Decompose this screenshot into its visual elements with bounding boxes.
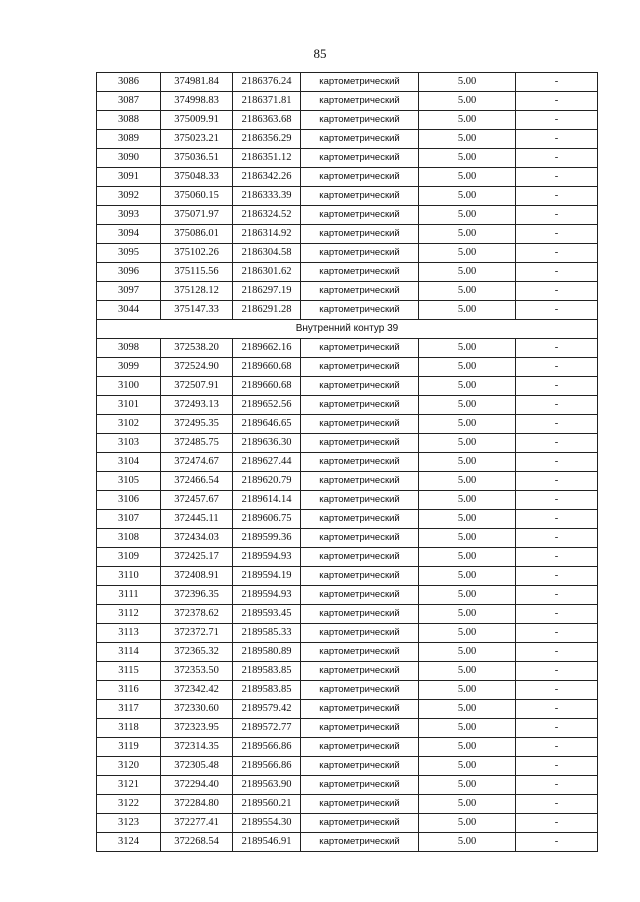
method-cell: картометрический [301, 472, 419, 491]
method-cell: картометрический [301, 662, 419, 681]
point-number-cell: 3092 [97, 187, 161, 206]
method-cell: картометрический [301, 795, 419, 814]
accuracy-cell: 5.00 [419, 73, 516, 92]
x-coordinate-cell: 372353.50 [161, 662, 233, 681]
y-coordinate-cell: 2189594.19 [233, 567, 301, 586]
accuracy-cell: 5.00 [419, 339, 516, 358]
y-coordinate-cell: 2186351.12 [233, 149, 301, 168]
x-coordinate-cell: 375036.51 [161, 149, 233, 168]
method-cell: картометрический [301, 415, 419, 434]
y-coordinate-cell: 2189554.30 [233, 814, 301, 833]
point-number-cell: 3087 [97, 92, 161, 111]
method-cell: картометрический [301, 434, 419, 453]
x-coordinate-cell: 375115.56 [161, 263, 233, 282]
x-coordinate-cell: 375009.91 [161, 111, 233, 130]
point-number-cell: 3101 [97, 396, 161, 415]
table-row [97, 225, 598, 244]
y-coordinate-cell: 2189593.45 [233, 605, 301, 624]
point-number-cell: 3123 [97, 814, 161, 833]
method-cell: картометрический [301, 548, 419, 567]
x-coordinate-cell: 372445.11 [161, 510, 233, 529]
y-coordinate-cell: 2189583.85 [233, 681, 301, 700]
accuracy-cell: 5.00 [419, 510, 516, 529]
table-row [97, 700, 598, 719]
accuracy-cell: 5.00 [419, 168, 516, 187]
table-row [97, 491, 598, 510]
accuracy-cell: 5.00 [419, 187, 516, 206]
method-cell: картометрический [301, 719, 419, 738]
table-row [97, 396, 598, 415]
accuracy-cell: 5.00 [419, 206, 516, 225]
y-coordinate-cell: 2189646.65 [233, 415, 301, 434]
x-coordinate-cell: 372314.35 [161, 738, 233, 757]
y-coordinate-cell: 2186356.29 [233, 130, 301, 149]
accuracy-cell: 5.00 [419, 586, 516, 605]
y-coordinate-cell: 2189662.16 [233, 339, 301, 358]
y-coordinate-cell: 2186304.58 [233, 244, 301, 263]
x-coordinate-cell: 372538.20 [161, 339, 233, 358]
x-coordinate-cell: 375071.97 [161, 206, 233, 225]
table-row [97, 510, 598, 529]
note-cell: - [516, 719, 598, 738]
point-number-cell: 3090 [97, 149, 161, 168]
accuracy-cell: 5.00 [419, 643, 516, 662]
accuracy-cell: 5.00 [419, 244, 516, 263]
y-coordinate-cell: 2189599.36 [233, 529, 301, 548]
table-row [97, 738, 598, 757]
y-coordinate-cell: 2189594.93 [233, 586, 301, 605]
y-coordinate-cell: 2189652.56 [233, 396, 301, 415]
note-cell: - [516, 415, 598, 434]
y-coordinate-cell: 2189660.68 [233, 358, 301, 377]
point-number-cell: 3088 [97, 111, 161, 130]
method-cell: картометрический [301, 149, 419, 168]
x-coordinate-cell: 372277.41 [161, 814, 233, 833]
y-coordinate-cell: 2189585.33 [233, 624, 301, 643]
point-number-cell: 3089 [97, 130, 161, 149]
note-cell: - [516, 453, 598, 472]
point-number-cell: 3093 [97, 206, 161, 225]
table-row [97, 282, 598, 301]
accuracy-cell: 5.00 [419, 453, 516, 472]
note-cell: - [516, 168, 598, 187]
method-cell: картометрический [301, 776, 419, 795]
accuracy-cell: 5.00 [419, 434, 516, 453]
note-cell: - [516, 833, 598, 852]
note-cell: - [516, 225, 598, 244]
method-cell: картометрический [301, 225, 419, 244]
y-coordinate-cell: 2189566.86 [233, 757, 301, 776]
y-coordinate-cell: 2186291.28 [233, 301, 301, 320]
point-number-cell: 3091 [97, 168, 161, 187]
x-coordinate-cell: 372342.42 [161, 681, 233, 700]
x-coordinate-cell: 372485.75 [161, 434, 233, 453]
y-coordinate-cell: 2189566.86 [233, 738, 301, 757]
accuracy-cell: 5.00 [419, 833, 516, 852]
table-row [97, 624, 598, 643]
table-row [97, 757, 598, 776]
accuracy-cell: 5.00 [419, 719, 516, 738]
point-number-cell: 3107 [97, 510, 161, 529]
method-cell: картометрический [301, 396, 419, 415]
accuracy-cell: 5.00 [419, 472, 516, 491]
method-cell: картометрический [301, 624, 419, 643]
method-cell: картометрический [301, 244, 419, 263]
note-cell: - [516, 529, 598, 548]
x-coordinate-cell: 372396.35 [161, 586, 233, 605]
y-coordinate-cell: 2189627.44 [233, 453, 301, 472]
y-coordinate-cell: 2186376.24 [233, 73, 301, 92]
x-coordinate-cell: 372305.48 [161, 757, 233, 776]
point-number-cell: 3097 [97, 282, 161, 301]
y-coordinate-cell: 2186301.62 [233, 263, 301, 282]
point-number-cell: 3109 [97, 548, 161, 567]
table-row [97, 358, 598, 377]
point-number-cell: 3108 [97, 529, 161, 548]
x-coordinate-cell: 372284.80 [161, 795, 233, 814]
x-coordinate-cell: 372457.67 [161, 491, 233, 510]
note-cell: - [516, 795, 598, 814]
point-number-cell: 3111 [97, 586, 161, 605]
accuracy-cell: 5.00 [419, 624, 516, 643]
accuracy-cell: 5.00 [419, 491, 516, 510]
note-cell: - [516, 206, 598, 225]
table-row [97, 377, 598, 396]
table-row [97, 168, 598, 187]
point-number-cell: 3115 [97, 662, 161, 681]
accuracy-cell: 5.00 [419, 263, 516, 282]
x-coordinate-cell: 375102.26 [161, 244, 233, 263]
note-cell: - [516, 491, 598, 510]
note-cell: - [516, 73, 598, 92]
table-row [97, 339, 598, 358]
x-coordinate-cell: 372408.91 [161, 567, 233, 586]
point-number-cell: 3113 [97, 624, 161, 643]
method-cell: картометрический [301, 282, 419, 301]
y-coordinate-cell: 2189620.79 [233, 472, 301, 491]
table-row [97, 187, 598, 206]
note-cell: - [516, 301, 598, 320]
y-coordinate-cell: 2189583.85 [233, 662, 301, 681]
y-coordinate-cell: 2186363.68 [233, 111, 301, 130]
accuracy-cell: 5.00 [419, 529, 516, 548]
x-coordinate-cell: 372294.40 [161, 776, 233, 795]
accuracy-cell: 5.00 [419, 814, 516, 833]
accuracy-cell: 5.00 [419, 738, 516, 757]
table-row [97, 681, 598, 700]
note-cell: - [516, 263, 598, 282]
point-number-cell: 3104 [97, 453, 161, 472]
x-coordinate-cell: 375023.21 [161, 130, 233, 149]
x-coordinate-cell: 372495.35 [161, 415, 233, 434]
table-row [97, 643, 598, 662]
method-cell: картометрический [301, 605, 419, 624]
note-cell: - [516, 662, 598, 681]
table-row [97, 73, 598, 92]
point-number-cell: 3116 [97, 681, 161, 700]
table-row [97, 795, 598, 814]
accuracy-cell: 5.00 [419, 282, 516, 301]
note-cell: - [516, 187, 598, 206]
method-cell: картометрический [301, 529, 419, 548]
method-cell: картометрический [301, 453, 419, 472]
note-cell: - [516, 814, 598, 833]
table-row [97, 586, 598, 605]
method-cell: картометрический [301, 111, 419, 130]
note-cell: - [516, 605, 598, 624]
method-cell: картометрический [301, 681, 419, 700]
note-cell: - [516, 776, 598, 795]
x-coordinate-cell: 372323.95 [161, 719, 233, 738]
accuracy-cell: 5.00 [419, 301, 516, 320]
method-cell: картометрический [301, 814, 419, 833]
accuracy-cell: 5.00 [419, 700, 516, 719]
y-coordinate-cell: 2186314.92 [233, 225, 301, 244]
point-number-cell: 3094 [97, 225, 161, 244]
accuracy-cell: 5.00 [419, 149, 516, 168]
note-cell: - [516, 472, 598, 491]
point-number-cell: 3112 [97, 605, 161, 624]
method-cell: картометрический [301, 491, 419, 510]
note-cell: - [516, 624, 598, 643]
method-cell: картометрический [301, 738, 419, 757]
point-number-cell: 3110 [97, 567, 161, 586]
y-coordinate-cell: 2189563.90 [233, 776, 301, 795]
x-coordinate-cell: 372365.32 [161, 643, 233, 662]
method-cell: картометрический [301, 339, 419, 358]
accuracy-cell: 5.00 [419, 548, 516, 567]
x-coordinate-cell: 372474.67 [161, 453, 233, 472]
note-cell: - [516, 377, 598, 396]
note-cell: - [516, 548, 598, 567]
x-coordinate-cell: 372330.60 [161, 700, 233, 719]
x-coordinate-cell: 375128.12 [161, 282, 233, 301]
method-cell: картометрический [301, 510, 419, 529]
method-cell: картометрический [301, 92, 419, 111]
table-row [97, 662, 598, 681]
point-number-cell: 3100 [97, 377, 161, 396]
note-cell: - [516, 434, 598, 453]
x-coordinate-cell: 372507.91 [161, 377, 233, 396]
table-row [97, 833, 598, 852]
y-coordinate-cell: 2189579.42 [233, 700, 301, 719]
y-coordinate-cell: 2189580.89 [233, 643, 301, 662]
x-coordinate-cell: 375086.01 [161, 225, 233, 244]
table-row [97, 92, 598, 111]
accuracy-cell: 5.00 [419, 795, 516, 814]
y-coordinate-cell: 2189636.30 [233, 434, 301, 453]
table-row [97, 130, 598, 149]
point-number-cell: 3086 [97, 73, 161, 92]
accuracy-cell: 5.00 [419, 358, 516, 377]
point-number-cell: 3119 [97, 738, 161, 757]
coordinates-table [96, 72, 598, 852]
y-coordinate-cell: 2189594.93 [233, 548, 301, 567]
table-row [97, 472, 598, 491]
method-cell: картометрический [301, 263, 419, 282]
y-coordinate-cell: 2189660.68 [233, 377, 301, 396]
note-cell: - [516, 757, 598, 776]
accuracy-cell: 5.00 [419, 757, 516, 776]
accuracy-cell: 5.00 [419, 776, 516, 795]
method-cell: картометрический [301, 73, 419, 92]
y-coordinate-cell: 2186342.26 [233, 168, 301, 187]
point-number-cell: 3103 [97, 434, 161, 453]
method-cell: картометрический [301, 567, 419, 586]
point-number-cell: 3106 [97, 491, 161, 510]
x-coordinate-cell: 374981.84 [161, 73, 233, 92]
y-coordinate-cell: 2186324.52 [233, 206, 301, 225]
table-row [97, 776, 598, 795]
table-row [97, 111, 598, 130]
table-row [97, 263, 598, 282]
point-number-cell: 3044 [97, 301, 161, 320]
accuracy-cell: 5.00 [419, 92, 516, 111]
y-coordinate-cell: 2189606.75 [233, 510, 301, 529]
page-number: 85 [313, 46, 327, 61]
point-number-cell: 3095 [97, 244, 161, 263]
table-row [97, 301, 598, 320]
point-number-cell: 3117 [97, 700, 161, 719]
accuracy-cell: 5.00 [419, 130, 516, 149]
accuracy-cell: 5.00 [419, 111, 516, 130]
note-cell: - [516, 738, 598, 757]
table-row [97, 415, 598, 434]
point-number-cell: 3099 [97, 358, 161, 377]
note-cell: - [516, 339, 598, 358]
table-row [97, 529, 598, 548]
y-coordinate-cell: 2189572.77 [233, 719, 301, 738]
accuracy-cell: 5.00 [419, 377, 516, 396]
note-cell: - [516, 358, 598, 377]
note-cell: - [516, 681, 598, 700]
table-section-top [97, 73, 598, 320]
method-cell: картометрический [301, 833, 419, 852]
note-cell: - [516, 244, 598, 263]
x-coordinate-cell: 372493.13 [161, 396, 233, 415]
table-row [97, 149, 598, 168]
method-cell: картометрический [301, 130, 419, 149]
note-cell: - [516, 643, 598, 662]
x-coordinate-cell: 372466.54 [161, 472, 233, 491]
accuracy-cell: 5.00 [419, 567, 516, 586]
table-row [97, 453, 598, 472]
x-coordinate-cell: 372524.90 [161, 358, 233, 377]
point-number-cell: 3114 [97, 643, 161, 662]
note-cell: - [516, 282, 598, 301]
table-row [97, 244, 598, 263]
accuracy-cell: 5.00 [419, 681, 516, 700]
point-number-cell: 3124 [97, 833, 161, 852]
method-cell: картометрический [301, 206, 419, 225]
point-number-cell: 3096 [97, 263, 161, 282]
point-number-cell: 3118 [97, 719, 161, 738]
point-number-cell: 3122 [97, 795, 161, 814]
point-number-cell: 3102 [97, 415, 161, 434]
y-coordinate-cell: 2186297.19 [233, 282, 301, 301]
note-cell: - [516, 700, 598, 719]
note-cell: - [516, 92, 598, 111]
x-coordinate-cell: 372434.03 [161, 529, 233, 548]
method-cell: картометрический [301, 168, 419, 187]
method-cell: картометрический [301, 700, 419, 719]
method-cell: картометрический [301, 643, 419, 662]
y-coordinate-cell: 2186333.39 [233, 187, 301, 206]
accuracy-cell: 5.00 [419, 605, 516, 624]
table-row [97, 567, 598, 586]
accuracy-cell: 5.00 [419, 415, 516, 434]
method-cell: картометрический [301, 757, 419, 776]
table-row [97, 719, 598, 738]
x-coordinate-cell: 372425.17 [161, 548, 233, 567]
method-cell: картометрический [301, 586, 419, 605]
table-section-heading [97, 320, 598, 339]
table-section-bottom [97, 339, 598, 852]
method-cell: картометрический [301, 377, 419, 396]
point-number-cell: 3098 [97, 339, 161, 358]
note-cell: - [516, 510, 598, 529]
method-cell: картометрический [301, 187, 419, 206]
note-cell: - [516, 130, 598, 149]
table-row [97, 814, 598, 833]
y-coordinate-cell: 2189546.91 [233, 833, 301, 852]
x-coordinate-cell: 375048.33 [161, 168, 233, 187]
note-cell: - [516, 567, 598, 586]
point-number-cell: 3121 [97, 776, 161, 795]
accuracy-cell: 5.00 [419, 396, 516, 415]
note-cell: - [516, 396, 598, 415]
accuracy-cell: 5.00 [419, 225, 516, 244]
x-coordinate-cell: 374998.83 [161, 92, 233, 111]
y-coordinate-cell: 2186371.81 [233, 92, 301, 111]
x-coordinate-cell: 372372.71 [161, 624, 233, 643]
x-coordinate-cell: 372268.54 [161, 833, 233, 852]
method-cell: картометрический [301, 301, 419, 320]
table-row [97, 434, 598, 453]
y-coordinate-cell: 2189614.14 [233, 491, 301, 510]
section-heading: Внутренний контур 39 [97, 320, 598, 339]
point-number-cell: 3120 [97, 757, 161, 776]
note-cell: - [516, 586, 598, 605]
table-row [97, 206, 598, 225]
x-coordinate-cell: 375147.33 [161, 301, 233, 320]
y-coordinate-cell: 2189560.21 [233, 795, 301, 814]
table-row [97, 548, 598, 567]
point-number-cell: 3105 [97, 472, 161, 491]
note-cell: - [516, 111, 598, 130]
x-coordinate-cell: 375060.15 [161, 187, 233, 206]
note-cell: - [516, 149, 598, 168]
section-heading-row [97, 320, 598, 339]
x-coordinate-cell: 372378.62 [161, 605, 233, 624]
method-cell: картометрический [301, 358, 419, 377]
table-row [97, 605, 598, 624]
accuracy-cell: 5.00 [419, 662, 516, 681]
